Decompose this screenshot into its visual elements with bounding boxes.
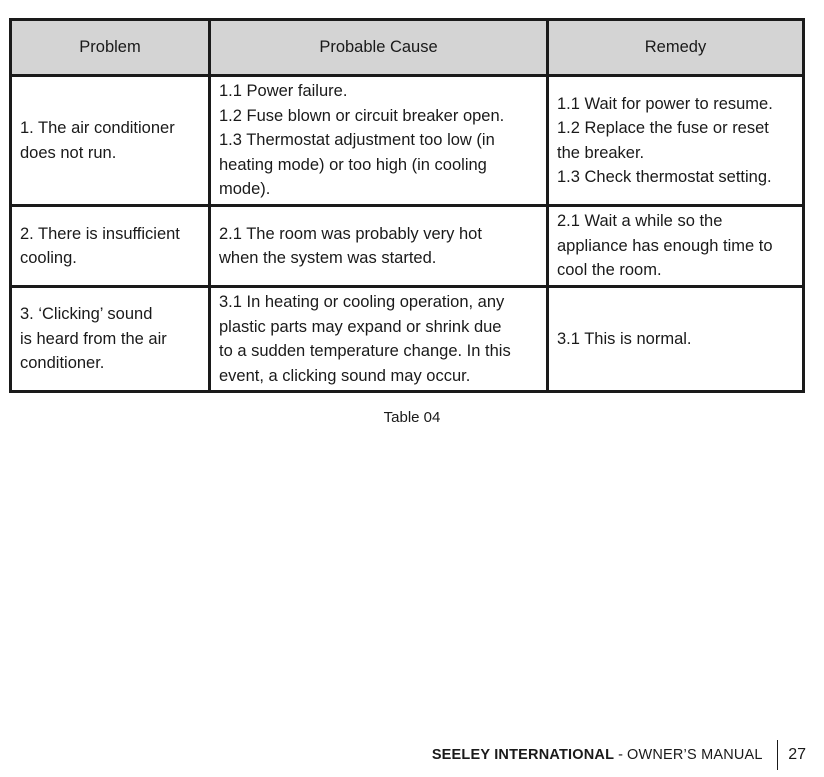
cell-line: 2.1 The room was probably very hot [219,224,482,243]
cell-line: 1.2 Fuse blown or circuit breaker open. [219,106,505,125]
cell-line: appliance has enough time to [557,236,773,255]
cell-line: 1.3 Thermostat adjustment too low (in [219,131,495,150]
footer-separator: - [618,747,623,763]
page-number: 27 [788,746,806,763]
page-footer [432,743,806,767]
problem-cell [11,287,210,392]
cell-line: is heard from the air [20,329,167,348]
cell-line: 3.1 This is normal. [557,329,692,348]
table-header-row [11,20,804,76]
table-row [11,76,804,206]
footer-brand: SEELEY INTERNATIONAL [431,747,615,763]
remedy-cell [548,287,804,392]
cell-line: event, a clicking sound may occur. [219,366,471,385]
cell-line: to a sudden temperature change. In this [219,342,511,360]
cell-line: 1.3 Check thermostat setting. [557,168,772,186]
cell-line: cool the room. [557,261,662,280]
cell-line: 1.2 Replace the fuse or reset [557,119,769,137]
cell-line: heating mode) or too high (in cooling [219,155,487,174]
table-row [11,287,804,392]
cell-line: 2.1 Wait a while so the [557,212,723,231]
remedy-cell [548,76,804,206]
cell-line: 1. The air conditioner [20,119,175,137]
cause-cell [210,206,548,287]
cell-line: does not run. [20,143,117,162]
cell-line: mode). [219,180,271,199]
table-row [11,206,804,287]
cell-line: 2. There is insufficient [20,224,180,243]
cell-line: 1.1 Power failure. [219,82,348,101]
cell-line: when the system was started. [219,249,437,267]
footer-divider [777,740,779,770]
cause-cell [210,287,548,392]
header-problem: Problem [11,20,210,76]
header-probable-cause: Probable Cause [210,20,548,76]
problem-cell [11,76,210,206]
cause-cell [210,76,548,206]
cell-line: 3.1 In heating or cooling operation, any [219,293,505,311]
troubleshooting-table-container [9,18,802,393]
footer-manual-title: OWNER’S MANUAL [626,747,763,763]
cell-line: plastic parts may expand or shrink due [219,317,502,336]
table-caption: Table 04 [383,409,441,426]
cell-line: 1.1 Wait for power to resume. [557,94,773,113]
header-remedy: Remedy [548,20,804,76]
cell-line: the breaker. [557,143,645,162]
cell-line: cooling. [20,249,77,267]
cell-line: 3. ‘Clicking’ sound [20,305,153,324]
cell-line: conditioner. [20,354,105,373]
troubleshooting-table [9,18,805,393]
problem-cell [11,206,210,287]
remedy-cell [548,206,804,287]
